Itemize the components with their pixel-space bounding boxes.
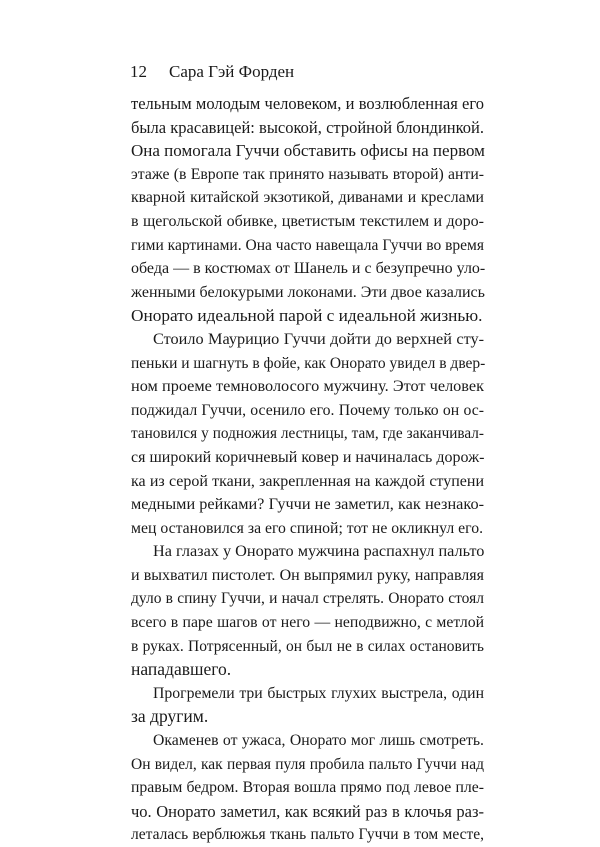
text-line: этаже (в Европе так принято называть второй) анти- xyxy=(131,165,484,183)
text-line: Стоило Маурицио Гуччи дойти до верхней сту- xyxy=(153,329,484,348)
text-line: нападавшего. xyxy=(131,659,232,680)
text-line: ном проеме темноволосого мужчину. Этот человек xyxy=(131,377,484,396)
paragraph xyxy=(131,540,484,682)
text-line: Она помогала Гуччи обставить офисы на первом xyxy=(131,141,485,161)
text-line: Прогремели три быстрых глухих выстрела, один xyxy=(153,684,484,702)
text-line: поджидал Гуччи, осенило его. Почему только он ос- xyxy=(131,401,484,419)
text-line: пеньки и шагнуть в фойе, как Онорато увидел в двер- xyxy=(131,354,486,372)
body-text xyxy=(131,92,484,847)
text-line: женными белокурыми локонами. Эти двое казались xyxy=(131,283,485,301)
page-number: 12 xyxy=(130,62,147,81)
paragraph xyxy=(131,682,484,729)
text-line: кварной китайской экзотикой, диванами и креслами xyxy=(131,189,484,207)
text-line: гими картинами. Она часто навещала Гуччи во время xyxy=(131,236,484,254)
text-line: чо. Онорато заметил, как всякий раз в клочья раз- xyxy=(131,801,484,821)
text-line: леталась верблюжья ткань пальто Гуччи в том месте, xyxy=(131,826,484,844)
text-line: в щегольской обивке, цветистым текстилем и доро- xyxy=(131,212,484,230)
text-line: в руках. Потрясенный, он был не в силах остановить xyxy=(131,637,484,655)
text-line: всего в паре шагов от него — неподвижно, с метлой xyxy=(131,614,484,632)
text-line: Он видел, как первая пуля пробила пальто Гуччи над xyxy=(131,755,484,773)
text-line: была красавицей: высокой, стройной блондинкой. xyxy=(131,117,484,137)
text-line: мец остановился за его спиной; тот не окликнул его. xyxy=(131,519,484,537)
paragraph xyxy=(131,729,484,847)
running-header xyxy=(130,61,294,83)
text-line: ся широкий коричневый ковер и начиналась дорож- xyxy=(131,448,485,466)
text-line: ка из серой ткани, закрепленная на каждой ступени xyxy=(131,472,484,490)
paragraph xyxy=(131,328,484,540)
text-line: На глазах у Онорато мужчина распахнул пальто xyxy=(153,542,485,561)
text-line: тановился у подножия лестницы, там, где заканчивал- xyxy=(131,425,484,443)
text-line: за другим. xyxy=(131,706,209,727)
text-line: дуло в спину Гуччи, и начал стрелять. Онорато стоял xyxy=(131,590,484,608)
text-line: тельным молодым человеком, и возлюбленная его xyxy=(131,94,484,113)
text-line: и выхватил пистолет. Он выпрямил руку, направляя xyxy=(131,566,484,584)
text-line: медными рейками? Гуччи не заметил, как незнако- xyxy=(131,495,484,514)
author-name: Сара Гэй Форден xyxy=(169,62,295,81)
paragraph xyxy=(131,92,484,328)
text-line: обеда — в костюмах от Шанель и с безупречно уло- xyxy=(131,260,486,278)
text-line: правым бедром. Вторая вошла прямо под левое пле- xyxy=(131,779,484,797)
text-line: Окаменев от ужаса, Онорато мог лишь смотреть. xyxy=(153,732,484,750)
text-line: Онорато идеальной парой с идеальной жизнью. xyxy=(131,306,483,326)
